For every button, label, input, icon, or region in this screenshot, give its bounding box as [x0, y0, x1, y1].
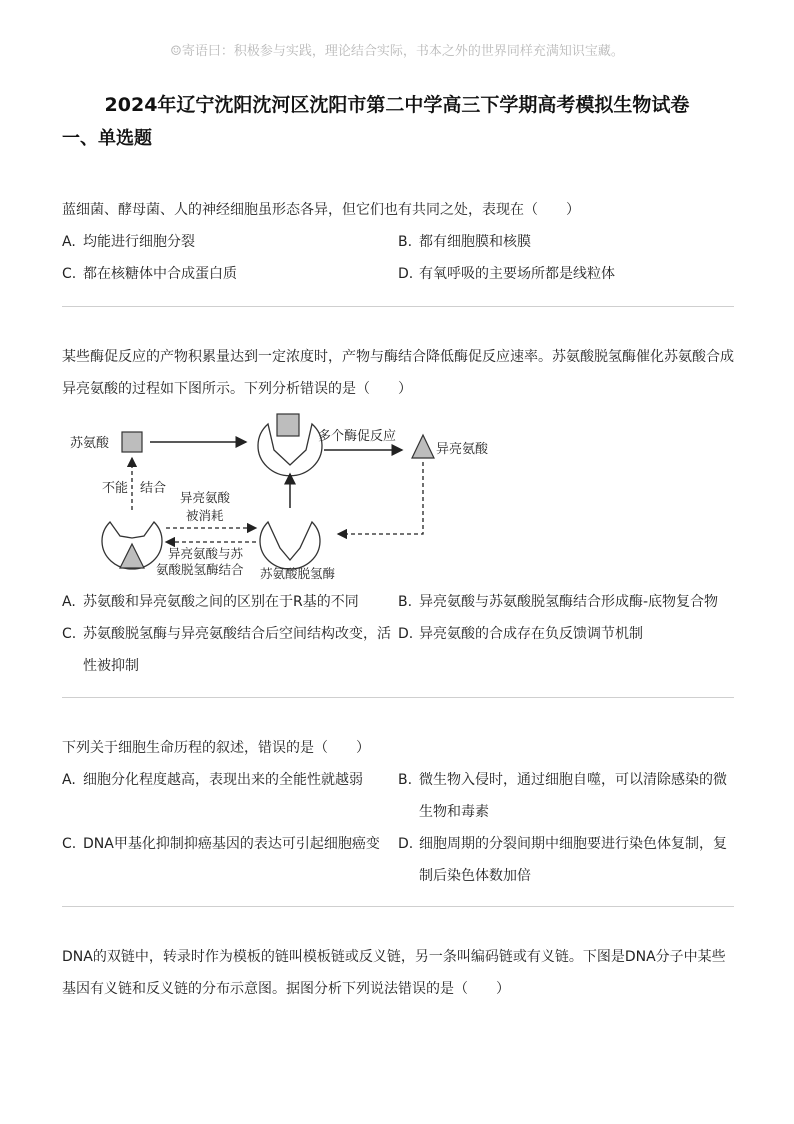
option-b[interactable]: [398, 586, 718, 618]
substrate-square: [277, 414, 299, 436]
option-key: C.: [62, 626, 77, 642]
option-b[interactable]: [398, 226, 531, 258]
option-text-continued: 生物和毒素: [419, 804, 489, 820]
option-text: 都有细胞膜和核膜: [419, 234, 531, 250]
option-text: 细胞分化程度越高，表现出来的全能性就越弱: [83, 772, 363, 788]
option-key: A.: [62, 772, 76, 788]
section-heading: 一、单选题: [62, 128, 152, 149]
option-key: D.: [398, 836, 414, 852]
option-key: A.: [62, 234, 76, 250]
option-text: 苏氨酸和异亮氨酸之间的区别在于R基的不同: [83, 594, 359, 610]
question-stem: 下列关于细胞生命历程的叙述，错误的是（ ）: [62, 740, 370, 756]
label-consumed-1: 异亮氨酸: [180, 490, 231, 505]
question-2: [62, 341, 734, 405]
question-stem-line-1: DNA的双链中，转录时作为模板的链叫模板链或反义链，另一条叫编码链或有义链。下图是DNA分子中某些: [62, 949, 726, 965]
isoleucine-triangle: [412, 435, 434, 458]
question-stem-line-2: 异亮氨酸的过程如下图所示。下列分析错误的是（ ）: [62, 381, 412, 397]
label-cannot: 不能: [102, 481, 129, 496]
label-consumed-2: 被消耗: [186, 508, 224, 523]
option-d[interactable]: [398, 618, 643, 650]
question-stem: 蓝细菌、酵母菌、人的神经细胞虽形态各异，但它们也有共同之处，表现在（ ）: [62, 202, 580, 218]
option-key: C.: [62, 266, 77, 282]
label-bind: 结合: [140, 481, 167, 496]
option-b[interactable]: [398, 764, 734, 828]
option-key: A.: [62, 594, 76, 610]
question-3: [62, 732, 734, 764]
option-key: C.: [62, 836, 77, 852]
question-divider: [62, 906, 734, 907]
option-key: B.: [398, 594, 413, 610]
question-divider: [62, 697, 734, 698]
option-text: 异亮氨酸的合成存在负反馈调节机制: [419, 626, 643, 642]
motto-header: ☺寄语曰：积极参与实践，理论结合实际，书本之外的世界同样充满知识宝藏。: [170, 44, 624, 59]
option-key: B.: [398, 772, 413, 788]
option-key: B.: [398, 234, 413, 250]
option-text: 异亮氨酸与苏氨酸脱氢酶结合形成酶-底物复合物: [419, 594, 719, 610]
option-key: D.: [398, 626, 414, 642]
option-c[interactable]: [62, 618, 392, 682]
option-text-continued: 制后染色体数加倍: [419, 868, 531, 884]
threonine-square: [122, 432, 142, 452]
option-text: DNA甲基化抑制抑癌基因的表达可引起细胞癌变: [83, 836, 380, 852]
question-stem-line-1: 某些酶促反应的产物积累量达到一定浓度时，产物与酶结合降低酶促反应速率。苏氨酸脱氢酶催化苏氨酸合成: [62, 349, 734, 365]
option-text: 苏氨酸脱氢酶与异亮氨酸结合后空间结构改变，活: [83, 626, 391, 642]
label-enzyme: 苏氨酸脱氢酶: [260, 566, 336, 581]
label-isoleucine: 异亮氨酸: [436, 442, 489, 457]
option-text-continued: 性被抑制: [83, 658, 139, 674]
option-d[interactable]: [398, 828, 734, 892]
page-title: 2024年辽宁沈阳沈河区沈阳市第二中学高三下学期高考模拟生物试卷: [104, 94, 690, 116]
option-text: 细胞周期的分裂间期中细胞要进行染色体复制，复: [419, 836, 727, 852]
question-1: [62, 194, 734, 226]
option-a[interactable]: [62, 586, 359, 618]
option-text: 都在核糖体中合成蛋白质: [83, 266, 237, 282]
option-text: 微生物入侵时，通过细胞自噬，可以清除感染的微: [419, 772, 727, 788]
option-key: D.: [398, 266, 414, 282]
option-a[interactable]: [62, 764, 363, 796]
option-text: 有氧呼吸的主要场所都是线粒体: [419, 266, 615, 282]
label-multi-reaction: 多个酶促反应: [318, 429, 397, 444]
dashed-feedback-path: [338, 462, 423, 534]
option-d[interactable]: [398, 258, 615, 290]
option-a[interactable]: [62, 226, 195, 258]
question-stem-line-2: 基因有义链和反义链的分布示意图。据图分析下列说法错误的是（ ）: [62, 981, 510, 997]
question-4: [62, 941, 734, 1005]
label-bound-1: 异亮氨酸与苏: [168, 546, 244, 561]
label-threonine: 苏氨酸: [70, 436, 110, 451]
label-bound-2: 氨酸脱氢酶结合: [156, 562, 244, 577]
enzyme-feedback-diagram: [62, 410, 522, 590]
question-divider: [62, 306, 734, 307]
free-enzyme: [260, 522, 320, 569]
option-text: 均能进行细胞分裂: [83, 234, 195, 250]
option-c[interactable]: [62, 258, 237, 290]
option-c[interactable]: [62, 828, 380, 860]
